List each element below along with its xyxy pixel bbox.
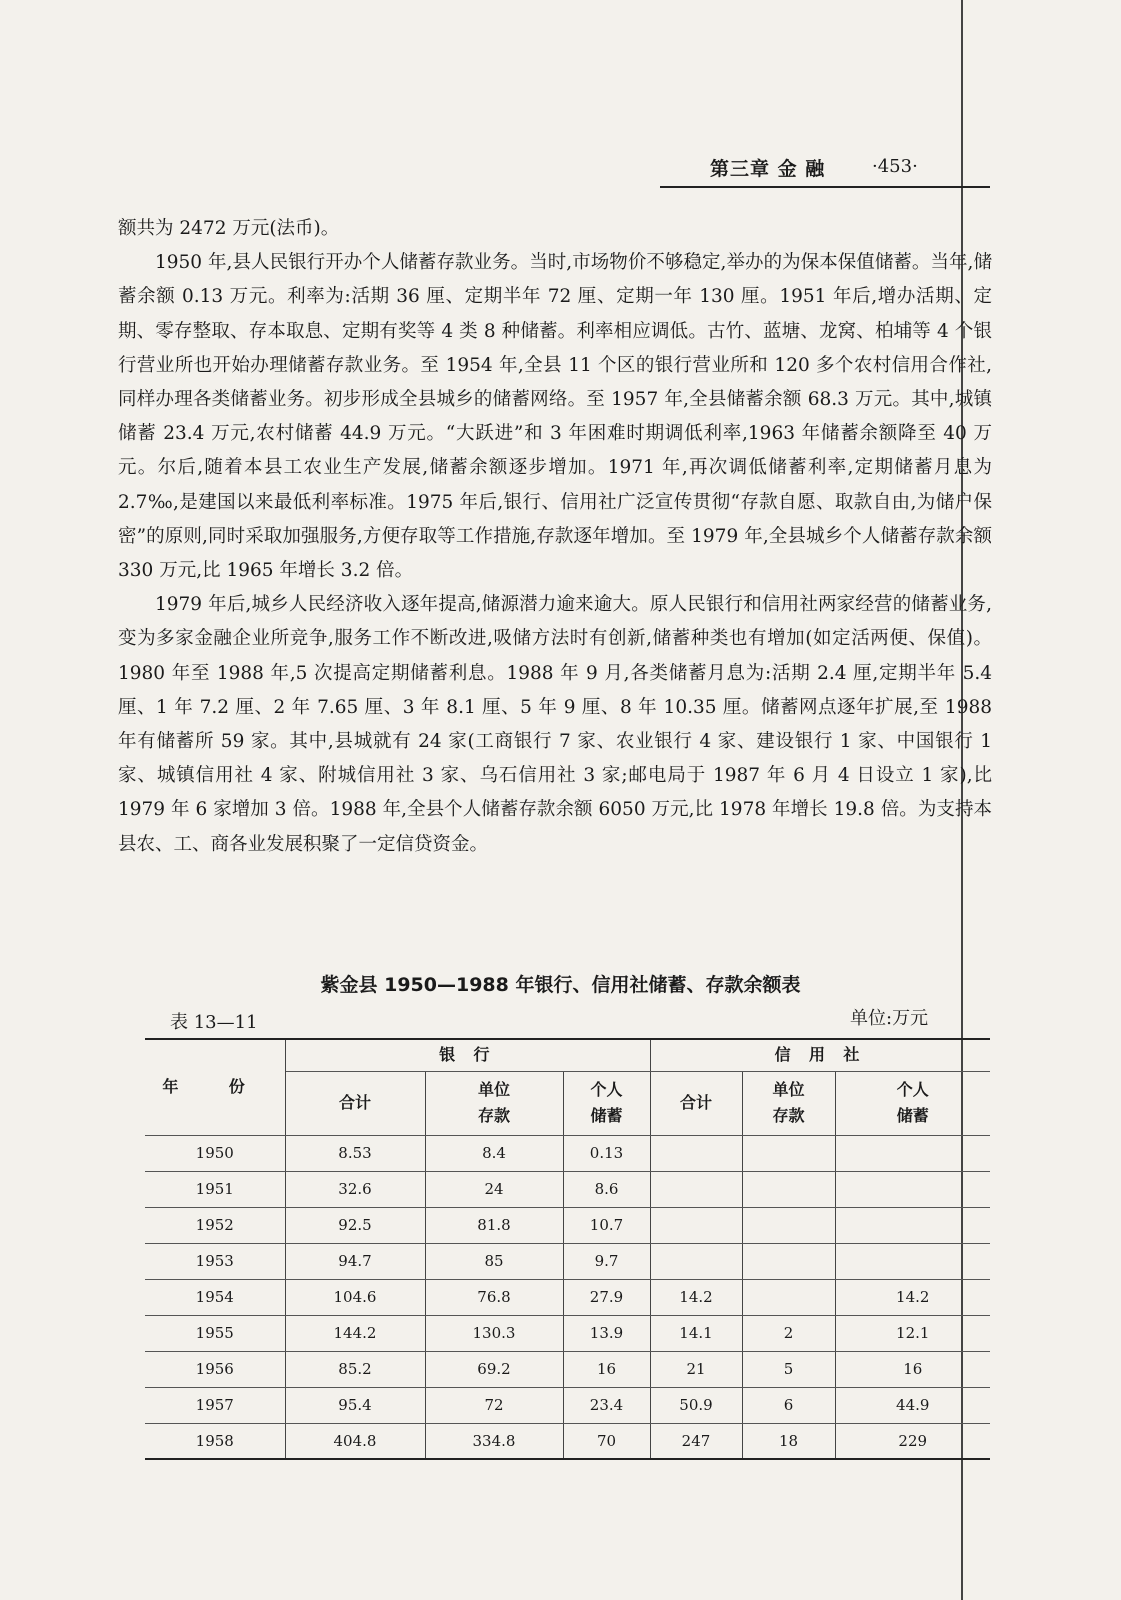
header-bank-total: 合计	[285, 1071, 425, 1135]
table-row	[145, 1315, 990, 1351]
cell-bank-total: 32.6	[285, 1171, 425, 1207]
cell-coop-unit-deposit	[742, 1171, 835, 1207]
cell-coop-total: 21	[650, 1351, 742, 1387]
savings-table	[145, 1038, 990, 1460]
cell-bank-total: 95.4	[285, 1387, 425, 1423]
header-bank-personal-savings: 个人储蓄	[563, 1071, 650, 1135]
cell-coop-unit-deposit: 6	[742, 1387, 835, 1423]
cell-bank-personal-savings: 70	[563, 1423, 650, 1459]
cell-bank-personal-savings: 9.7	[563, 1243, 650, 1279]
cell-bank-total: 85.2	[285, 1351, 425, 1387]
cell-coop-total	[650, 1135, 742, 1171]
paragraph: 额共为 2472 万元(法币)。	[118, 218, 340, 239]
cell-bank-personal-savings: 8.6	[563, 1171, 650, 1207]
cell-coop-total: 247	[650, 1423, 742, 1459]
table-unit: 单位:万元	[850, 1008, 929, 1029]
cell-year: 1956	[145, 1351, 285, 1387]
cell-coop-personal-savings	[835, 1207, 990, 1243]
cell-bank-unit-deposit: 334.8	[425, 1423, 563, 1459]
body-text	[118, 212, 992, 862]
header-coop: 信 用 社	[650, 1039, 990, 1071]
header-bank: 银 行	[285, 1039, 650, 1071]
cell-coop-total: 14.1	[650, 1315, 742, 1351]
cell-coop-total: 50.9	[650, 1387, 742, 1423]
cell-coop-personal-savings: 14.2	[835, 1279, 990, 1315]
cell-bank-personal-savings: 23.4	[563, 1387, 650, 1423]
header-year: 年 份	[145, 1039, 285, 1135]
table-row	[145, 1387, 990, 1423]
cell-coop-personal-savings: 44.9	[835, 1387, 990, 1423]
cell-coop-unit-deposit	[742, 1135, 835, 1171]
cell-year: 1952	[145, 1207, 285, 1243]
cell-bank-total: 144.2	[285, 1315, 425, 1351]
table-row	[145, 1351, 990, 1387]
cell-coop-unit-deposit	[742, 1243, 835, 1279]
cell-bank-total: 92.5	[285, 1207, 425, 1243]
cell-bank-personal-savings: 13.9	[563, 1315, 650, 1351]
cell-coop-total	[650, 1171, 742, 1207]
cell-bank-personal-savings: 27.9	[563, 1279, 650, 1315]
cell-coop-personal-savings: 229	[898, 1431, 928, 1450]
header-coop-personal-savings: 个人储蓄	[835, 1071, 990, 1135]
cell-coop-personal-savings	[835, 1135, 990, 1171]
cell-coop-total	[650, 1243, 742, 1279]
cell-coop-personal-savings	[835, 1243, 990, 1279]
header-bank-unit-deposit: 单位存款	[425, 1071, 563, 1135]
cell-coop-unit-deposit: 2	[742, 1315, 835, 1351]
cell-year: 1950	[145, 1135, 285, 1171]
table-row	[145, 1279, 990, 1315]
table-number: 表 13—11	[170, 1012, 258, 1033]
cell-coop-unit-deposit: 5	[742, 1351, 835, 1387]
table-row	[145, 1207, 990, 1243]
header-coop-unit-deposit: 单位存款	[742, 1071, 835, 1135]
cell-bank-personal-savings: 16	[563, 1351, 650, 1387]
cell-bank-unit-deposit: 24	[425, 1171, 563, 1207]
cell-year: 1953	[145, 1243, 285, 1279]
cell-coop-total: 14.2	[650, 1279, 742, 1315]
cell-coop-unit-deposit: 18	[742, 1423, 835, 1459]
cell-coop-personal-savings	[835, 1171, 990, 1207]
paragraph: 1979 年后,城乡人民经济收入逐年提高,储源潜力逾来逾大。原人民银行和信用社两家经营的储蓄业务,变为多家金融企业所竞争,服务工作不断改进,吸储方法时有创新,储蓄种类也有增加(如定活两便、保值)。1980 年至 1988 年,5 次提高定期储蓄利息。1988 年 9 月,各类储蓄月息为:活期 2.4 厘,定期半年 5.4 厘、1 年 7.2 厘、2 年 7.65 厘、3 年 8.1 厘、5 年 9 厘、8 年 10.35 厘。储蓄网点逐年扩展,至 1988 年有储蓄所 59 家。其中,县城就有 24 家(工商银行 7 家、农业银行 4 家、建设银行 1 家、中国银行 1 家、城镇信用社 4 家、附城信用社 3 家、乌石信用社 3 家;邮电局于 1987 年 6 月 4 日设立 1 家),比 1979 年 6 家增加 3 倍。1988 年,全县个人储蓄存款余额 6050 万元,比 1978 年增长 19.8 倍。为支持本县农、工、商各业发展积聚了一定信贷资金。	[118, 594, 992, 855]
table-row	[145, 1171, 990, 1207]
cell-coop-unit-deposit	[742, 1279, 835, 1315]
cell-bank-personal-savings: 10.7	[563, 1207, 650, 1243]
cell-year: 1951	[145, 1171, 285, 1207]
cell-bank-unit-deposit: 85	[425, 1243, 563, 1279]
cell-bank-unit-deposit: 69.2	[425, 1351, 563, 1387]
cell-year: 1957	[145, 1387, 285, 1423]
header-coop-total: 合计	[650, 1071, 742, 1135]
page-header	[660, 150, 990, 188]
table-row	[145, 1243, 990, 1279]
cell-bank-unit-deposit: 76.8	[425, 1279, 563, 1315]
cell-bank-total: 104.6	[285, 1279, 425, 1315]
cell-bank-unit-deposit: 8.4	[425, 1135, 563, 1171]
table-title: 紫金县 1950—1988 年银行、信用社储蓄、存款余额表	[320, 974, 801, 996]
paragraph: 1950 年,县人民银行开办个人储蓄存款业务。当时,市场物价不够稳定,举办的为保本保值储蓄。当年,储蓄余额 0.13 万元。利率为:活期 36 厘、定期半年 72 厘、定期一年 130 厘。1951 年后,增办活期、定期、零存整取、存本取息、定期有奖等 4 类 8 种储蓄。利率相应调低。古竹、蓝塘、龙窝、柏埔等 4 个银行营业所也开始办理储蓄存款业务。至 1954 年,全县 11 个区的银行营业所和 120 多个农村信用合作社,同样办理各类储蓄业务。初步形成全县城乡的储蓄网络。至 1957 年,全县储蓄余额 68.3 万元。其中,城镇储蓄 23.4 万元,农村储蓄 44.9 万元。“大跃进”和 3 年困难时期调低利率,1963 年储蓄余额降至 40 万元。尔后,随着本县工农业生产发展,储蓄余额逐步增加。1971 年,再次调低储蓄利率,定期储蓄月息为 2.7‰,是建国以来最低利率标准。1975 年后,银行、信用社广泛宣传贯彻“存款自愿、取款自由,为储户保密”的原则,同时采取加强服务,方便存取等工作措施,存款逐年增加。至 1979 年,全县城乡个人储蓄存款余额 330 万元,比 1965 年增长 3.2 倍。	[118, 252, 992, 582]
cell-year: 1955	[145, 1315, 285, 1351]
cell-coop-personal-savings: 16	[835, 1351, 990, 1387]
cell-bank-unit-deposit: 72	[425, 1387, 563, 1423]
cell-bank-personal-savings: 0.13	[563, 1135, 650, 1171]
cell-coop-unit-deposit	[742, 1207, 835, 1243]
cell-bank-unit-deposit: 81.8	[425, 1207, 563, 1243]
cell-bank-unit-deposit: 130.3	[425, 1315, 563, 1351]
cell-bank-total: 94.7	[285, 1243, 425, 1279]
cell-coop-total	[650, 1207, 742, 1243]
table-row	[145, 1423, 990, 1459]
cell-coop-personal-savings: 12.1	[835, 1315, 990, 1351]
cell-year: 1958	[145, 1423, 285, 1459]
chapter-title: 第三章 金 融	[710, 158, 826, 180]
cell-bank-total: 404.8	[285, 1423, 425, 1459]
cell-bank-total: 8.53	[285, 1135, 425, 1171]
table-row	[145, 1135, 990, 1171]
page-number: ·453·	[872, 156, 918, 177]
cell-year: 1954	[145, 1279, 285, 1315]
